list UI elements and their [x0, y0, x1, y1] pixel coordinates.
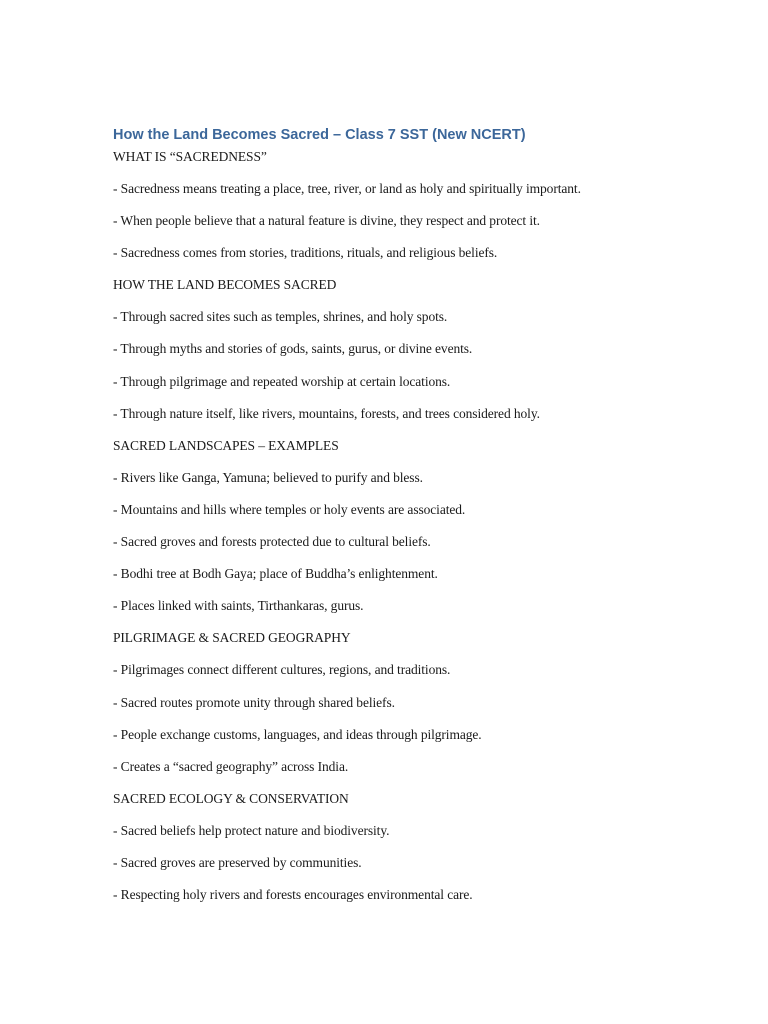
- bullet-line: - Creates a “sacred geography” across India.: [113, 758, 349, 774]
- bullet-line: - People exchange customs, languages, and ideas through pilgrimage.: [113, 726, 482, 742]
- section-heading-sacred-landscapes: SACRED LANDSCAPES – EXAMPLES: [113, 437, 339, 453]
- bullet-line: - Through myths and stories of gods, saints, gurus, or divine events.: [113, 341, 473, 357]
- bullet-line: - Through sacred sites such as temples, shrines, and holy spots.: [113, 309, 448, 325]
- bullet-line: - Sacred beliefs help protect nature and biodiversity.: [113, 822, 390, 838]
- bullet-line: - Sacred groves are preserved by communities.: [113, 854, 362, 870]
- section-heading-what-is-sacredness: WHAT IS “SACREDNESS”: [113, 149, 267, 164]
- bullet-line: - Through pilgrimage and repeated worship at certain locations.: [113, 373, 451, 389]
- bullet-line: - Sacred routes promote unity through shared beliefs.: [113, 694, 395, 710]
- bullet-line: - Rivers like Ganga, Yamuna; believed to purify and bless.: [113, 469, 423, 485]
- bullet-line: - Through nature itself, like rivers, mountains, forests, and trees considered holy.: [113, 405, 540, 421]
- bullet-line: - When people believe that a natural feature is divine, they respect and protect it.: [113, 213, 540, 229]
- section-heading-how-land-becomes-sacred: HOW THE LAND BECOMES SACRED: [113, 277, 337, 293]
- bullet-line: - Bodhi tree at Bodh Gaya; place of Buddha’s enlightenment.: [113, 566, 438, 582]
- bullet-line: - Places linked with saints, Tirthankaras, gurus.: [113, 598, 364, 614]
- document-title: How the Land Becomes Sacred – Class 7 SST (New NCERT): [113, 127, 526, 143]
- bullet-line: - Respecting holy rivers and forests encourages environmental care.: [113, 887, 473, 903]
- bullet-line: - Sacredness comes from stories, traditions, rituals, and religious beliefs.: [113, 245, 498, 261]
- bullet-line: - Sacredness means treating a place, tree, river, or land as holy and spiritually important.: [113, 181, 581, 196]
- document-body: [113, 124, 733, 916]
- bullet-line: - Pilgrimages connect different cultures, regions, and traditions.: [113, 662, 451, 678]
- section-heading-pilgrimage: PILGRIMAGE & SACRED GEOGRAPHY: [113, 630, 351, 646]
- bullet-line: - Mountains and hills where temples or holy events are associated.: [113, 501, 466, 517]
- section-heading-sacred-ecology: SACRED ECOLOGY & CONSERVATION: [113, 790, 349, 806]
- bullet-line: - Sacred groves and forests protected due to cultural beliefs.: [113, 534, 431, 550]
